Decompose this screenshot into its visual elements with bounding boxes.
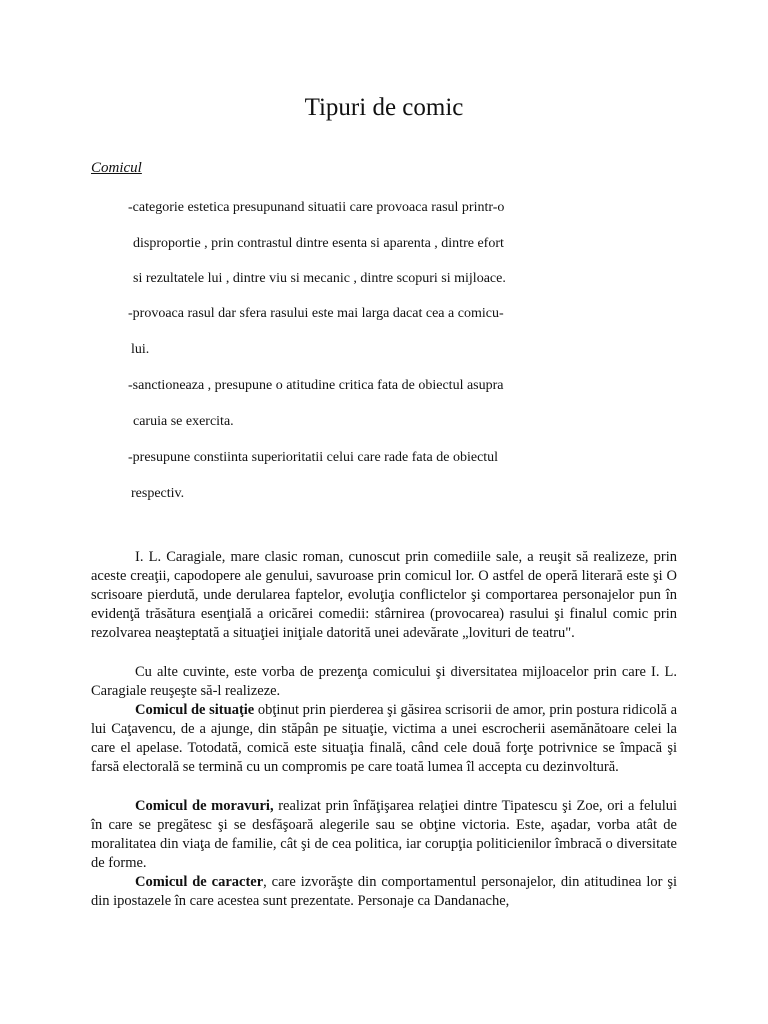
- definition-line: caruia se exercita.: [133, 414, 234, 429]
- definition-line: -presupune constiinta superioritatii celui care rade fata de obiectul: [128, 450, 499, 465]
- body-paragraph: I. L. Caragiale, mare clasic roman, cunoscut prin comediile sale, a reuşit să realizeze, prin aceste creaţii, capodopere ale genului, savuroase prin comicul lor. O astfel de operă literară este şi O scrisoare pierdută, unde derularea faptelor, evoluţia conflictelor şi comportarea personajelor pun în evidenţă trăsătura esenţială a oricărei comedii: stârnirea (provocarea) rasului şi finalul comic prin rezolvarea neaşteptată a situaţiei iniţiale datorită unei adevărate „lovituri de teatru".: [91, 549, 677, 642]
- definition-line: disproportie , prin contrastul dintre esenta si aparenta , dintre efort: [133, 236, 504, 251]
- paragraph-text: obţinut prin pierderea şi găsirea scrisorii de amor, prin postura ridicolă a lui Caţavencu, de a ajunge, din stăpân pe situaţie, victima a unei escrocherii asemănătoare celei la care el apelase. Totodată, comică este situaţia finală, când cele două forţe potrivnice se împacă şi farsă electorală se termină cu un compromis pe care toată lumea îl accepta cu dezinvoltură.: [91, 702, 678, 776]
- section-heading: Comicul: [91, 160, 142, 176]
- paragraph-lead-bold: Comicul de caracter: [135, 874, 264, 890]
- definition-line: lui.: [131, 342, 150, 357]
- body-paragraph: Cu alte cuvinte, este vorba de prezenţa comicului şi diversitatea mijloacelor prin care I. L. Caragiale reuşeşte să-l realizeze.: [91, 664, 677, 700]
- definition-line: -provoaca rasul dar sfera rasului este mai larga dacat cea a comicu-: [128, 306, 504, 321]
- definition-line: si rezultatele lui , dintre viu si mecanic , dintre scopuri si mijloace.: [133, 271, 506, 286]
- body-paragraph: [91, 873, 677, 911]
- paragraph-text: , care izvorăşte din comportamentul personajelor, din atitudinea lor şi din ipostazele în care acestea sunt prezentate. Personaje ca Dandanache,: [91, 874, 678, 910]
- body-paragraph: [91, 701, 677, 777]
- definition-line: -categorie estetica presupunand situatii care provoaca rasul printr-o: [128, 200, 505, 215]
- page-title: Tipuri de comic: [304, 94, 464, 121]
- paragraph-lead-bold: Comicul de moravuri,: [135, 798, 274, 814]
- paragraph-text: realizat prin înfăţişarea relaţiei dintre Tipatescu şi Zoe, ori a felului în care se pregătesc şi se desfăşoară alegerile sau se obţine victoria. Este, aşadar, vorba atât de moralitatea din viaţa de familie, cât şi de cea politica, iar corupţia politicienilor îmbracă o diversitate de forme.: [91, 798, 677, 872]
- definition-line: respectiv.: [131, 486, 185, 501]
- body-paragraph: [91, 797, 677, 873]
- paragraph-lead-bold: Comicul de situaţie: [135, 702, 255, 718]
- definition-line: -sanctioneaza , presupune o atitudine critica fata de obiectul asupra: [128, 378, 504, 393]
